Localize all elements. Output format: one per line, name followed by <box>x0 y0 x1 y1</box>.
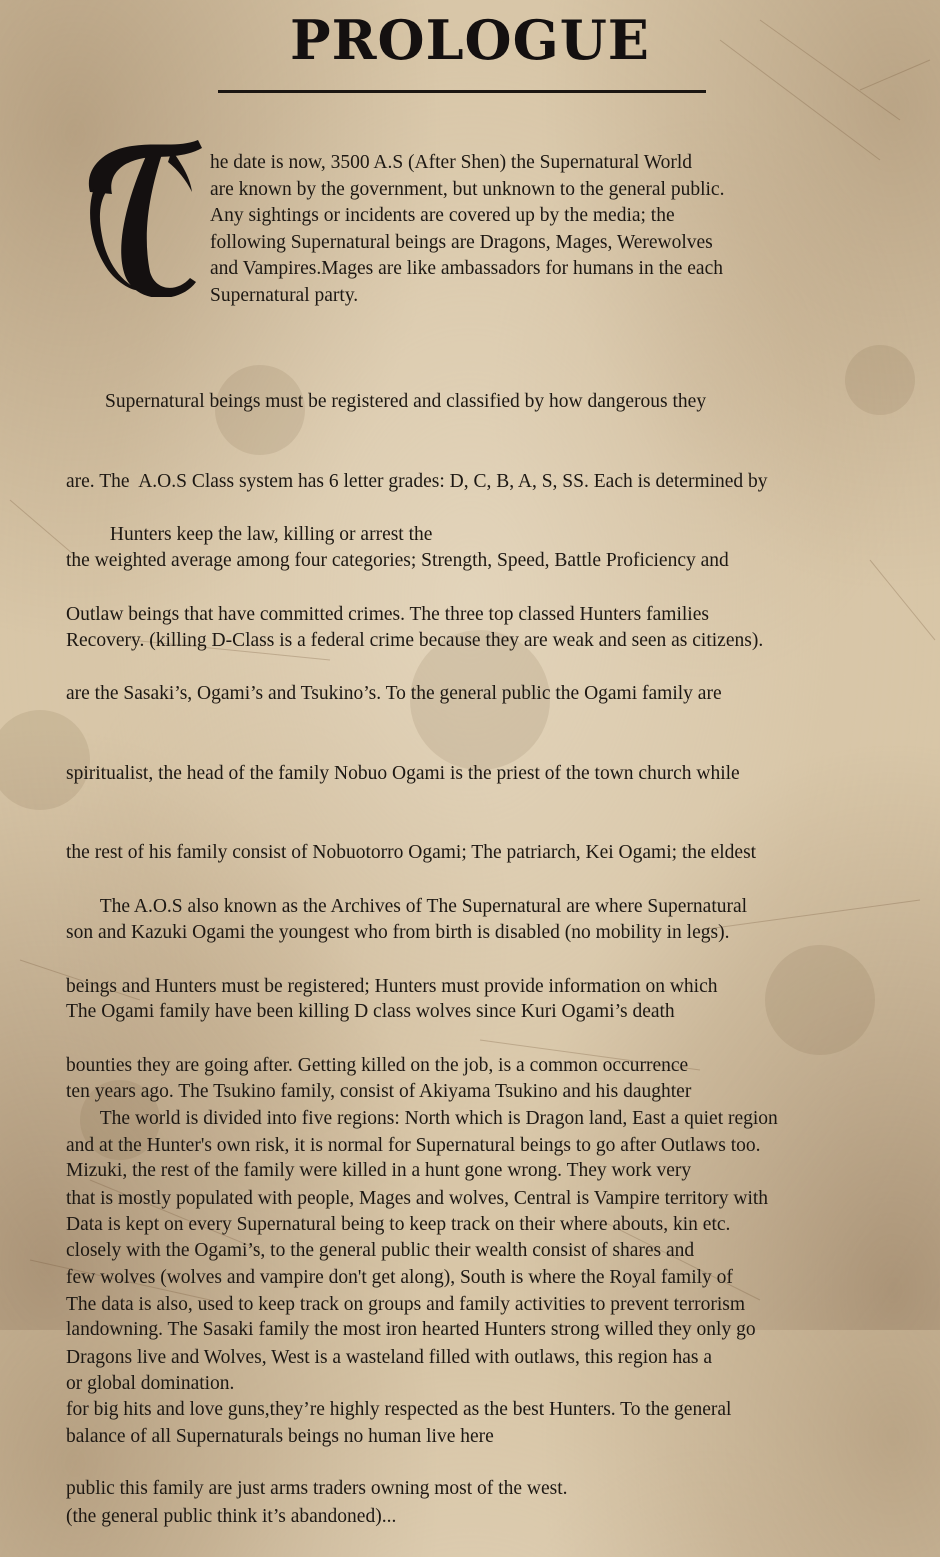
text-line: that is mostly populated with people, Mages and wolves, Central is Vampire territory with <box>66 1187 769 1209</box>
text-line: Dragons live and Wolves, West is a wasteland filled with outlaws, this region has a <box>66 1346 713 1368</box>
text-line: The Ogami family have been killing D class wolves since Kuri Ogami’s death <box>66 1001 675 1022</box>
text-line: Recovery. (killing D-Class is a federal crime because they are weak and seen as citizens). <box>66 629 764 651</box>
text-line: balance of all Supernaturals beings no human live here <box>66 1426 494 1447</box>
text-line: (the general public think it’s abandoned)... <box>66 1505 397 1527</box>
text-line: bounties they are going after. Getting killed on the job, is a common occurrence <box>66 1055 689 1076</box>
text-line: The world is divided into five regions: North which is Dragon land, East a quiet region <box>66 1108 778 1129</box>
text-line: few wolves (wolves and vampire don't get along), South is where the Royal family of <box>66 1267 733 1288</box>
text-line: son and Kazuki Ogami the youngest who from birth is disabled (no mobility in legs). <box>66 921 730 943</box>
text-line: the rest of his family consist of Nobuotorro Ogami; The patriarch, Kei Ogami; the eldest <box>66 842 757 863</box>
text-line: are the Sasaki’s, Ogami’s and Tsukino’s. To the general public the Ogami family are <box>66 683 722 704</box>
text-line: and Vampires.Mages are like ambassadors for humans in the each <box>210 258 723 279</box>
text-line: The A.O.S also known as the Archives of The Supernatural are where Supernatural <box>66 896 748 917</box>
paragraph-regions <box>66 1053 778 1557</box>
text-line: ten years ago. The Tsukino family, consist of Akiyama Tsukino and his daughter <box>66 1080 692 1102</box>
text-line: he date is now, 3500 A.S (After Shen) the Supernatural World <box>210 152 693 173</box>
text-line: public this family are just arms traders owning most of the west. <box>66 1478 568 1499</box>
paragraph-intro <box>210 150 724 309</box>
text-line: Hunters keep the law, killing or arrest the <box>66 524 433 545</box>
text-line: Data is kept on every Supernatural being to keep track on their where abouts, kin etc. <box>66 1214 731 1235</box>
text-line: Mizuki, the rest of the family were killed in a hunt gone wrong. They work very <box>66 1160 692 1181</box>
text-line: Supernatural party. <box>210 284 359 306</box>
text-line: the weighted average among four categories; Strength, Speed, Battle Proficiency and <box>66 550 729 571</box>
text-line: The data is also, used to keep track on groups and family activities to prevent terrorism <box>66 1293 746 1315</box>
page-title: PROLOGUE <box>290 8 650 72</box>
drop-cap-letter <box>80 132 210 297</box>
text-line: Supernatural beings must be registered and classified by how dangerous they <box>66 391 707 412</box>
text-line: following Supernatural beings are Dragons, Mages, Werewolves <box>210 231 713 253</box>
text-line: are. The A.O.S Class system has 6 letter grades: D, C, B, A, S, SS. Each is determined by <box>66 470 768 492</box>
text-line: spiritualist, the head of the family Nobuo Ogami is the priest of the town church while <box>66 762 740 784</box>
text-line: for big hits and love guns,they’re highly respected as the best Hunters. To the general <box>66 1398 732 1420</box>
text-line: Outlaw beings that have committed crimes. The three top classed Hunters families <box>66 603 709 625</box>
text-line: landowning. The Sasaki family the most iron hearted Hunters strong willed they only go <box>66 1319 756 1340</box>
text-line: Any sightings or incidents are covered up by the media; the <box>210 205 675 226</box>
text-line: and at the Hunter's own risk, it is normal for Supernatural beings to go after Outlaws too. <box>66 1134 761 1156</box>
text-line: closely with the Ogami’s, to the general public their wealth consist of shares and <box>66 1239 695 1261</box>
title-underline <box>218 90 706 93</box>
text-line: are known by the government, but unknown to the general public. <box>210 178 725 200</box>
text-line: or global domination. <box>66 1373 235 1394</box>
text-line: beings and Hunters must be registered; Hunters must provide information on which <box>66 975 718 997</box>
